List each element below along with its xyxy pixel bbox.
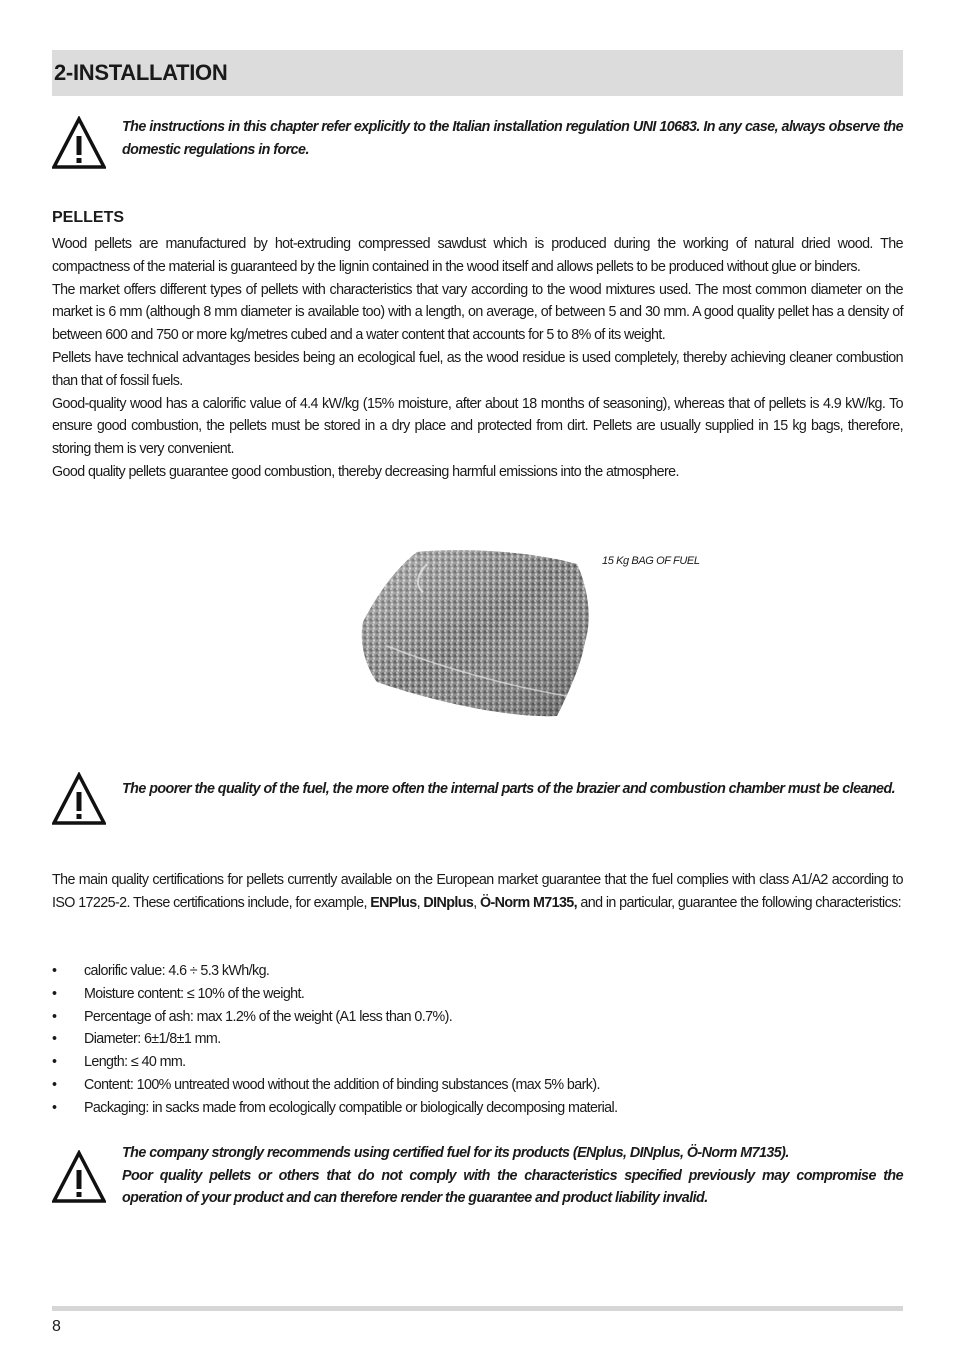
intro-text: The main quality certifications for pellets currently available on the European market guarantee that the fuel complies with class A1/A2 according to ISO 17225-2. These certifications include, for example, — [52, 872, 903, 911]
list-item: • Diameter: 6±1/8±1 mm. — [52, 1028, 903, 1051]
list-item: • Content: 100% untreated wood without the addition of binding substances (max 5% bark). — [52, 1074, 903, 1097]
warning-line: The company strongly recommends using certified fuel for its products (ENplus, DINplus, Ö-Norm M7135). — [122, 1145, 789, 1161]
intro-text-end: and in particular, guarantee the following characteristics: — [577, 894, 902, 911]
warning-triangle-icon — [52, 772, 106, 826]
warning-notice-cleaning — [52, 772, 903, 826]
warning-triangle-icon — [52, 116, 106, 170]
pellet-bag-image — [357, 546, 597, 722]
paragraph: Good-quality wood has a calorific value of 4.4 kW/kg (15% moisture, after about 18 months of seasoning), whereas that of pellets is 4.9 kW/kg. To ensure good combustion, the pellets must be stored in a dry place and protected from dirt. Pellets are usually supplied in 15 kg bags, therefore, storing them is very convenient. — [52, 395, 903, 458]
list-item: • Packaging: in sacks made from ecologically compatible or biologically decomposing material. — [52, 1097, 903, 1120]
list-item: • Percentage of ash: max 1.2% of the weight (A1 less than 0.7%). — [52, 1006, 903, 1029]
cert-onorm: Ö-Norm M7135, — [479, 894, 578, 911]
certifications-intro — [52, 869, 903, 915]
warning-line: Poor quality pellets or others that do not comply with the characteristics specified previously may compromise the operation of your product and can therefore render the guarantee and product liability invalid. — [122, 1167, 903, 1206]
figure-caption: 15 Kg BAG OF FUEL — [602, 555, 700, 567]
pellets-body — [52, 233, 903, 484]
warning-text: The instructions in this chapter refer explicitly to the Italian installation regulation UNI 10683. In any case, always observe the domestic regulations in force. — [122, 119, 903, 158]
warning-text — [122, 1142, 903, 1210]
warning-text: The poorer the quality of the fuel, the more often the internal parts of the brazier and combustion chamber must be cleaned. — [122, 781, 896, 797]
section-header — [52, 50, 903, 96]
cert-enplus: ENPlus — [370, 894, 417, 911]
paragraph: Pellets have technical advantages besides being an ecological fuel, as the wood residue is used completely, thereby achieving cleaner combustion than that of fossil fuels. — [52, 349, 903, 389]
paragraph: The market offers different types of pellets with characteristics that vary according to the wood mixtures used. The most common diameter on the market is 6 mm (although 8 mm diameter is available too) with a length, on average, of between 5 and 30 mm. A good quality pellet has a density of between 600 and 750 or more kg/metres cubed and a water content that accounts for 5 to 8% of its weight. — [52, 281, 903, 344]
warning-triangle-icon — [52, 1150, 106, 1204]
footer-divider — [52, 1306, 903, 1311]
list-item: • Length: ≤ 40 mm. — [52, 1051, 903, 1074]
paragraph: Good quality pellets guarantee good combustion, thereby decreasing harmful emissions into the atmosphere. — [52, 463, 679, 480]
list-item: • Moisture content: ≤ 10% of the weight. — [52, 983, 903, 1006]
paragraph: Wood pellets are manufactured by hot-extruding compressed sawdust which is produced during the working of natural dried wood. The compactness of the material is guaranteed by the lignin contained in the wood itself and allows pellets to be produced without glue or binders. — [52, 236, 903, 275]
separator: , — [473, 894, 480, 911]
list-item: • calorific value: 4.6 ÷ 5.3 kWh/kg. — [52, 960, 903, 983]
cert-dinplus: DINplus — [423, 894, 474, 911]
page-title: 2-INSTALLATION — [54, 60, 228, 85]
section-title-pellets: PELLETS — [52, 209, 125, 226]
characteristics-list — [52, 960, 903, 1120]
separator: , — [416, 894, 424, 911]
page-number: 8 — [52, 1318, 61, 1335]
warning-notice-regulations — [52, 116, 903, 176]
warning-notice-certified-fuel — [52, 1146, 903, 1216]
